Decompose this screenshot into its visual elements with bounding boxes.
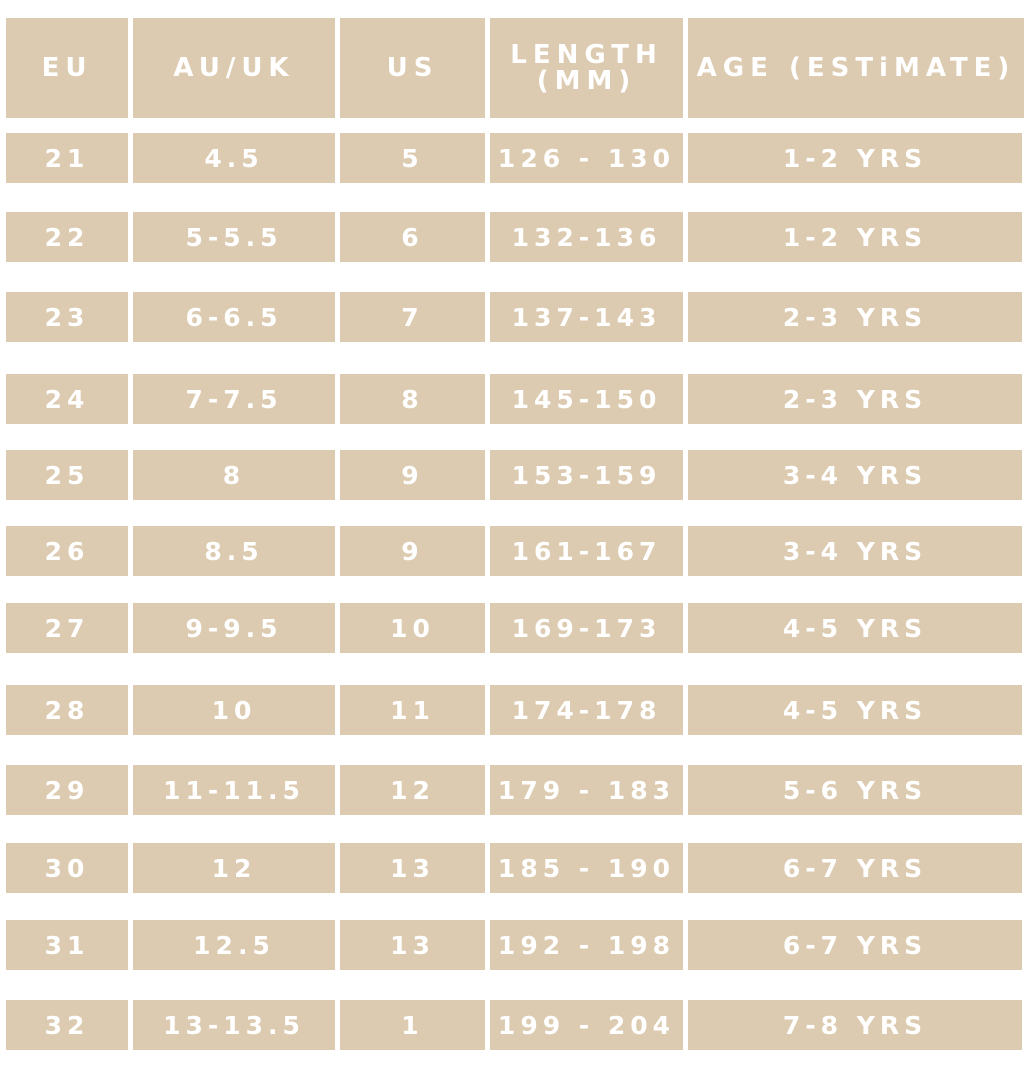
cell-au-uk: 5-5.5	[133, 212, 335, 262]
cell-au-uk: 10	[133, 685, 335, 735]
cell-age: 2-3 YRS	[688, 292, 1022, 342]
cell-us: 13	[340, 843, 485, 893]
cell-age: 2-3 YRS	[688, 374, 1022, 424]
cell-us: 6	[340, 212, 485, 262]
cell-eu: 24	[6, 374, 128, 424]
cell-length: 179 - 183	[490, 765, 683, 815]
header-au-uk: AU/UK	[133, 18, 335, 118]
cell-length: 126 - 130	[490, 133, 683, 183]
cell-au-uk: 8.5	[133, 526, 335, 576]
cell-au-uk: 7-7.5	[133, 374, 335, 424]
header-length-line2: (MM)	[536, 66, 637, 96]
cell-length: 161-167	[490, 526, 683, 576]
cell-length: 169-173	[490, 603, 683, 653]
cell-length: 145-150	[490, 374, 683, 424]
header-age: AGE (ESTiMATE)	[688, 18, 1024, 118]
cell-age: 1-2 YRS	[688, 133, 1022, 183]
cell-eu: 21	[6, 133, 128, 183]
cell-age: 4-5 YRS	[688, 685, 1022, 735]
cell-eu: 27	[6, 603, 128, 653]
cell-eu: 26	[6, 526, 128, 576]
cell-us: 8	[340, 374, 485, 424]
cell-us: 9	[340, 450, 485, 500]
cell-eu: 29	[6, 765, 128, 815]
cell-au-uk: 13-13.5	[133, 1000, 335, 1050]
cell-eu: 22	[6, 212, 128, 262]
cell-length: 174-178	[490, 685, 683, 735]
cell-au-uk: 8	[133, 450, 335, 500]
cell-age: 4-5 YRS	[688, 603, 1022, 653]
cell-us: 13	[340, 920, 485, 970]
cell-length: 132-136	[490, 212, 683, 262]
cell-au-uk: 11-11.5	[133, 765, 335, 815]
cell-length: 153-159	[490, 450, 683, 500]
cell-us: 10	[340, 603, 485, 653]
cell-us: 1	[340, 1000, 485, 1050]
cell-age: 3-4 YRS	[688, 450, 1022, 500]
cell-length: 137-143	[490, 292, 683, 342]
cell-length: 192 - 198	[490, 920, 683, 970]
cell-age: 6-7 YRS	[688, 843, 1022, 893]
cell-age: 5-6 YRS	[688, 765, 1022, 815]
cell-us: 7	[340, 292, 485, 342]
header-us: US	[340, 18, 485, 118]
cell-length: 199 - 204	[490, 1000, 683, 1050]
cell-eu: 31	[6, 920, 128, 970]
cell-eu: 28	[6, 685, 128, 735]
cell-age: 1-2 YRS	[688, 212, 1022, 262]
cell-length: 185 - 190	[490, 843, 683, 893]
header-eu: EU	[6, 18, 128, 118]
header-length	[490, 18, 683, 118]
cell-eu: 25	[6, 450, 128, 500]
cell-au-uk: 12	[133, 843, 335, 893]
header-length-line1: LENGTH	[510, 40, 663, 70]
cell-au-uk: 4.5	[133, 133, 335, 183]
cell-us: 5	[340, 133, 485, 183]
cell-au-uk: 6-6.5	[133, 292, 335, 342]
cell-eu: 30	[6, 843, 128, 893]
cell-eu: 32	[6, 1000, 128, 1050]
cell-us: 11	[340, 685, 485, 735]
cell-au-uk: 12.5	[133, 920, 335, 970]
cell-age: 3-4 YRS	[688, 526, 1022, 576]
cell-au-uk: 9-9.5	[133, 603, 335, 653]
cell-eu: 23	[6, 292, 128, 342]
cell-us: 12	[340, 765, 485, 815]
cell-age: 6-7 YRS	[688, 920, 1022, 970]
cell-age: 7-8 YRS	[688, 1000, 1022, 1050]
cell-us: 9	[340, 526, 485, 576]
